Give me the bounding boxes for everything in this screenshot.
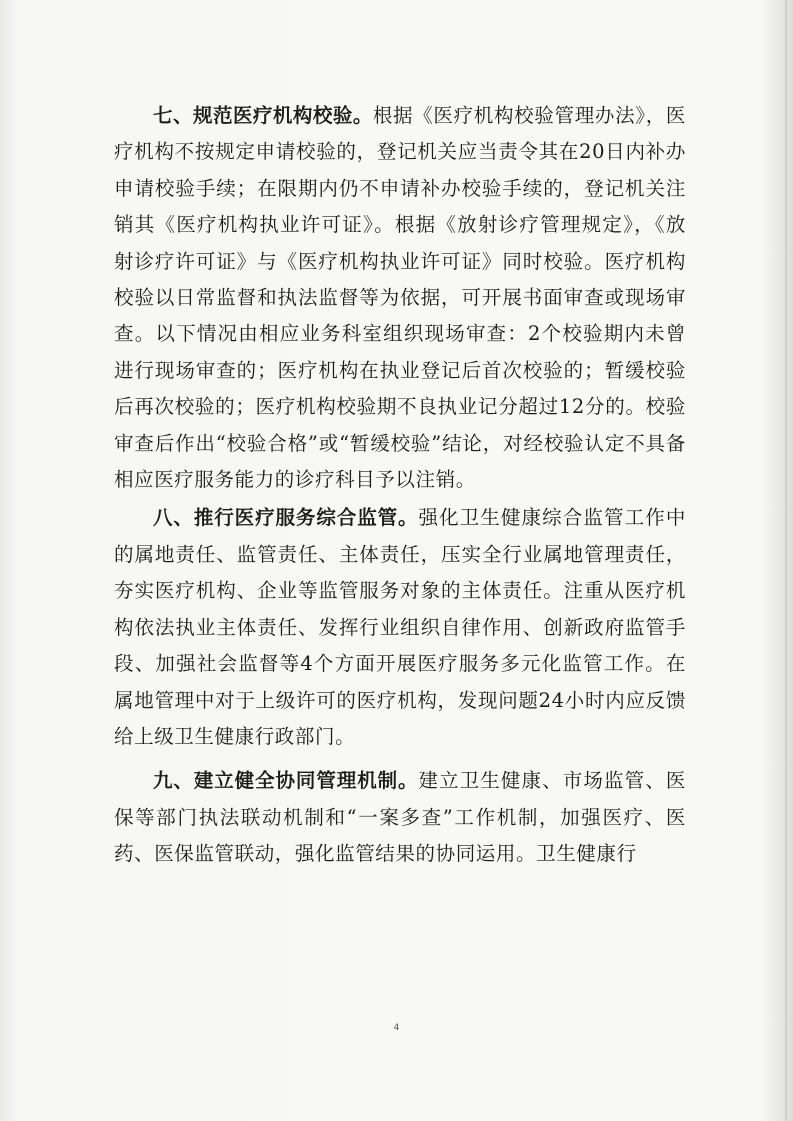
section-body-eight: 强化卫生健康综合监管工作中的属地责任、监管责任、主体责任，压实全行业属地管理责任，夯实医疗机构、企业等监管服务对象的主体责任。注重从医疗机构依法执业主体责任、发挥行业组织自律作用、创新政府监管手段、加强社会监督等4个方面开展医疗服务多元化监管工作。在属地管理中对于上级许可的医疗机构，发现问题24小时内应反馈给上级卫生健康行政部门。 — [114, 506, 686, 748]
scan-edge — [785, 0, 787, 1121]
paragraph-seven — [114, 98, 686, 498]
section-heading-seven: 七、规范医疗机构校验。 — [153, 104, 373, 127]
section-heading-nine: 九、建立健全协同管理机制。 — [153, 769, 419, 793]
paragraph-nine — [114, 763, 686, 872]
section-heading-eight: 八、推行医疗服务综合监管。 — [153, 506, 419, 530]
document-body — [114, 98, 686, 873]
section-body-seven: 根据《医疗机构校验管理办法》，医疗机构不按规定申请校验的，登记机关应当责令其在20日内补办申请校验手续；在限期内仍不申请补办校验手续的，登记机关注销其《医疗机构执业许可证》。根据《放射诊疗管理规定》，《放射诊疗许可证》与《医疗机构执业许可证》同时校验。医疗机构校验以日常监督和执法监督等为依据，可开展书面审查或现场审查。以下情况由相应业务科室组织现场审查：2个校验期内未曾进行现场审查的；医疗机构在执业登记后首次校验的；暂缓校验后再次校验的；医疗机构校验期不良执业记分超过12分的。校验审查后作出“校验合格”或“暂缓校验”结论，对经校验认定不具备相应医疗服务能力的诊疗科目予以注销。 — [114, 104, 686, 492]
page-number: 4 — [393, 1023, 400, 1033]
paragraph-eight — [114, 500, 686, 755]
section-body-nine: 建立卫生健康、市场监管、医保等部门执法联动机制和“一案多查”工作机制，加强医疗、医药、医保监管联动，强化监管结果的协同运用。卫生健康行 — [114, 769, 686, 866]
